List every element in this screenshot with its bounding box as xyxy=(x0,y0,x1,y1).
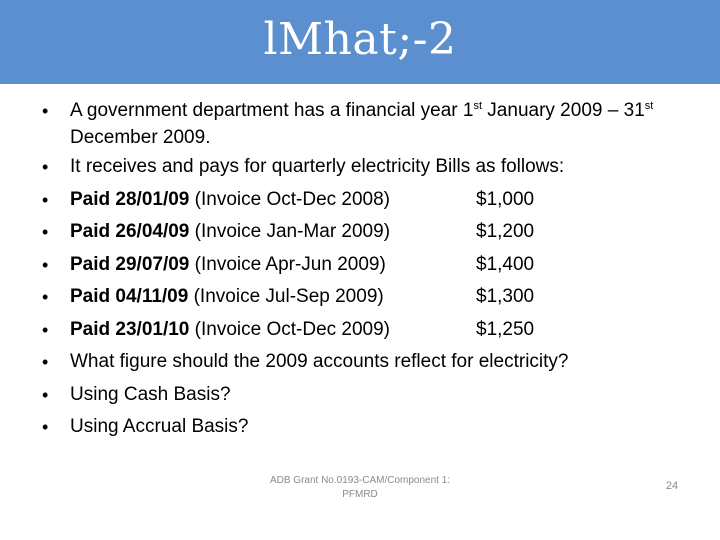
bullet-icon: • xyxy=(42,101,49,121)
slide-footer xyxy=(250,474,470,502)
payment-date: Paid 23/01/10 xyxy=(70,318,190,340)
payment-amount: $1,250 xyxy=(476,318,535,340)
payment-item xyxy=(42,284,692,311)
payment-item xyxy=(42,187,692,214)
payment-amount: $1,300 xyxy=(476,286,535,307)
bullet-list xyxy=(42,98,692,447)
payment-item xyxy=(42,317,692,344)
page-number: 24 xyxy=(665,480,679,492)
payment-invoice: (Invoice Jan-Mar 2009) xyxy=(189,221,391,242)
superscript: st xyxy=(473,100,483,112)
bullet-text: Using Accrual Basis? xyxy=(70,416,249,437)
list-item xyxy=(42,349,692,376)
bullet-text-suffix: December 2009. xyxy=(70,126,211,148)
bullet-text: It receives and pays for quarterly electricity Bills as follows: xyxy=(70,156,565,177)
bullet-icon: • xyxy=(42,157,49,177)
payment-invoice: (Invoice Jul-Sep 2009) xyxy=(188,286,384,307)
bullet-icon: • xyxy=(42,222,49,242)
bullet-icon: • xyxy=(42,384,49,405)
bullet-text: Using Cash Basis? xyxy=(70,383,231,405)
payment-item xyxy=(42,252,692,279)
list-item xyxy=(42,382,692,409)
payment-date: Paid 26/04/09 xyxy=(70,221,190,242)
footer-line-1: ADB Grant No.0193-CAM/Component 1: xyxy=(269,475,451,486)
payment-amount: $1,200 xyxy=(476,221,535,242)
payment-item xyxy=(42,219,692,246)
bullet-icon: • xyxy=(42,254,49,275)
list-item xyxy=(42,98,692,151)
slide-title: lMhat;-2 xyxy=(263,13,457,65)
bullet-icon: • xyxy=(42,417,49,437)
bullet-icon: • xyxy=(42,189,49,210)
payment-invoice: (Invoice Oct-Dec 2009) xyxy=(189,318,391,340)
payment-invoice: (Invoice Apr-Jun 2009) xyxy=(189,253,386,275)
bullet-text-prefix: A government department has a financial year 1 xyxy=(70,100,474,121)
payment-amount: $1,400 xyxy=(476,253,535,275)
bullet-icon: • xyxy=(42,287,49,307)
bullet-icon: • xyxy=(42,319,49,340)
payment-amount: $1,000 xyxy=(476,188,535,210)
title-bar xyxy=(0,0,720,84)
bullet-text: What figure should the 2009 accounts reflect for electricity? xyxy=(70,351,569,372)
payment-date: Paid 28/01/09 xyxy=(70,188,190,210)
bullet-icon: • xyxy=(42,352,49,372)
superscript: st xyxy=(644,100,654,112)
footer-line-2: PFMRD xyxy=(342,489,378,500)
list-item xyxy=(42,154,692,181)
bullet-text-mid: January 2009 – 31 xyxy=(482,100,645,121)
payment-date: Paid 29/07/09 xyxy=(70,253,190,275)
payment-date: Paid 04/11/09 xyxy=(70,286,189,307)
list-item xyxy=(42,414,692,441)
payment-invoice: (Invoice Oct-Dec 2008) xyxy=(189,188,391,210)
